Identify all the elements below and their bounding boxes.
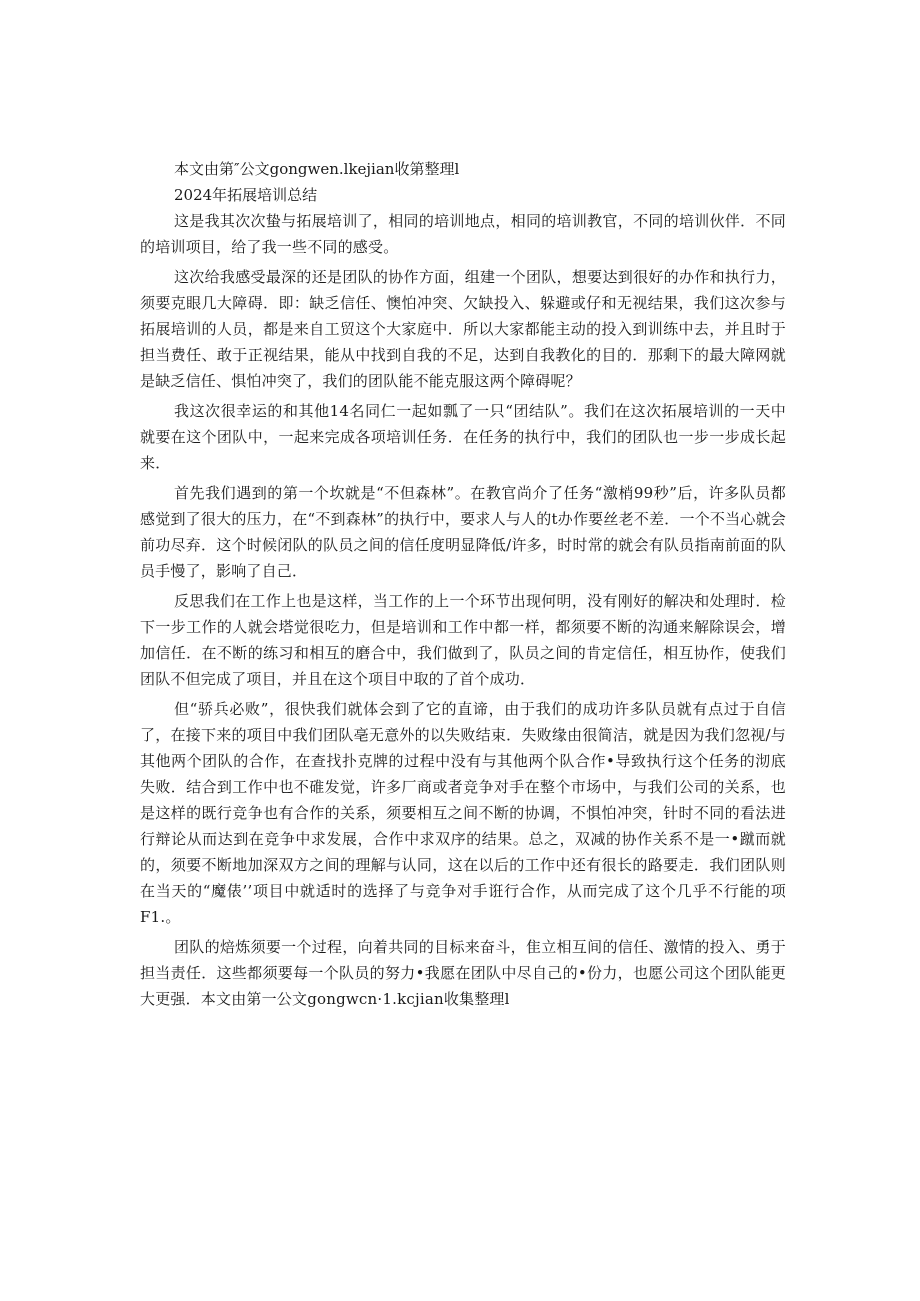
- paragraph-2: 这次给我感受最深的还是团队的协作方面，组建一个团队，想要达到很好的办作和执行力，须要克眼几大障碍．即：缺乏信任、懊怕冲突、欠缺投入、躲避或仔和无视结果，我们这次参与拓展培训的人员，都是来自工贸这个大家庭中．所以大家都能主动的投入到训练中去，并且时于担当费任、敢于正视结果，能从中找到自我的不足，达到自我教化的目的．那剩下的最大障网就是缺乏信任、惧怕冲突了，我们的团队能不能克服这两个障碍呢？: [140, 268, 786, 390]
- document-page: [140, 156, 786, 1016]
- document-title: 2024年拓展培训总结: [174, 186, 318, 204]
- paragraph-3: 我这次很幸运的和其他14名同仁一起如瓢了一只“团结队”。我们在这次拓展培训的一天中就要在这个团队中，一起来完成各项培训任务．在任务的执行中，我们的团队也一步一步成长起来．: [140, 402, 786, 472]
- paragraph-7: 团队的焙炼须要一个过程，向着共同的目标来奋斗，隹立相互间的信任、激情的投入、勇于担当责任．这些都须要每一个队员的努力•我愿在团队中尽自己的•份力，也愿公司这个团队能更大更强．本文由第一公文gongwcn·1.kcjian收集整理l: [140, 938, 786, 1008]
- paragraph-5: 反思我们在工作上也是这样，当工作的上一个环节出现何明，没有刚好的解决和处理时．检下一步工作的人就会塔觉很吃力，但是培训和工作中都一样，都须要不断的沟通来解除误会，增加信任．在不断的练习和相互的磨合中，我们做到了，队员之间的肯定信任，相互协作，使我们团队不但完成了项目，并且在这个项目中取的了首个成功．: [140, 592, 786, 688]
- paragraph-4: 首先我们遇到的第一个坎就是“不但森林”。在教官尚介了任务“激梢99秒”后，许多队员都感觉到了很大的压力，在“不到森林”的执行中，要求人与人的t办作要丝老不差．一个不当心就会前功尽弃．这个时候闭队的队员之间的信任度明显降低/许多，时时常的就会有队员指南前面的队员手慢了，影响了自己．: [140, 484, 786, 580]
- paragraph-6: 但“骄兵必败”，很快我们就体会到了它的直谛，由于我们的成功许多队员就有点过于自信了，在接下来的项目中我们团队亳无意外的以失败结束．失败缘由很简洁，就是因为我们忽视/与其他两个团队的合作，在查找扑克牌的过程中没有与其他两个队合作•导致执行这个任务的沏底失败．结合到工作中也不碓发觉，许多厂商或者竞争对手在整个市场中，与我们公司的关系，也是这样的既行竞争也有合作的关系，须要相互之间不断的协调，不惧怕冲突，针时不同的看法进行辩论从而达到在竞争中求发展，合作中求双序的结果。总之，双减的协作关系不是一•蹴而就的，须要不断地加深双方之间的理解与认同，这在以后的工作中还有很长的路要走．我们团队则在当天的“魔俵’’项目中就适时的选择了与竞争对手诳行合作，从而完成了这个几乎不行能的项F1.。: [140, 700, 786, 926]
- paragraph-1: 这是我其次次蛰与拓展培训了，相同的培训地点，相同的培训教官，不同的培训伙伴．不同的培训项目，给了我一些不同的感受。: [140, 212, 786, 256]
- document-source-note: 本文由第″公文gongwen.lkejian收第整理l: [174, 160, 460, 178]
